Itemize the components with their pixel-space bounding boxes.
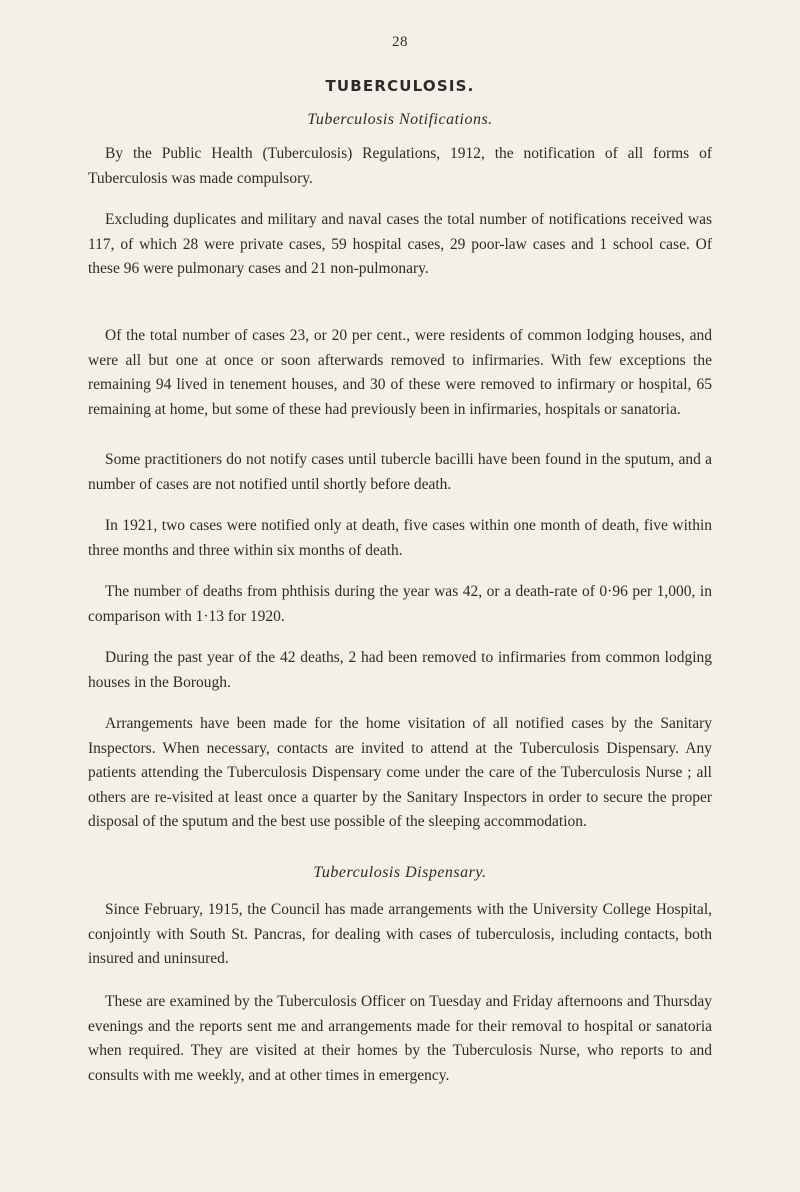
paragraph-7: During the past year of the 42 deaths, 2 had been removed to infirmaries from common lodging houses in the Borough. (88, 649, 712, 691)
paragraph-5: In 1921, two cases were notified only at death, five cases within one month of death, five within three months and three within six months of death. (88, 517, 712, 559)
paragraph-2: Excluding duplicates and military and naval cases the total number of notifications received was 117, of which 28 were private cases, 59 hospital cases, 29 poor-law cases and 1 school case. Of these 96 were pulmonary cases and 21 non-pulmonary. (88, 211, 712, 277)
paragraph-6: The number of deaths from phthisis during the year was 42, or a death-rate of 0·96 per 1,000, in comparison with 1·13 for 1920. (88, 583, 712, 625)
paragraph-10: These are examined by the Tuberculosis Officer on Tuesday and Friday afternoons and Thursday evenings and the reports sent me and arrangements made for their removal to hospital or sanatoria when required. They are visited at their homes by the Tuberculosis Nurse, who reports to and consults with me weekly, and at other times in emergency. (88, 993, 712, 1084)
page-number: 28 (392, 34, 408, 50)
paragraph-3: Of the total number of cases 23, or 20 per cent., were residents of common lodging houses, and were all but one at once or soon afterwards removed to infirmaries. With few exceptions the remaining 94 lived in tenement houses, and 30 of these were removed to infirmary or hospital, 65 remaining at home, but some of these had previously been in infirmaries, hospitals or sanatoria. (88, 327, 712, 418)
paragraph-1: By the Public Health (Tuberculosis) Regulations, 1912, the notification of all forms of Tuberculosis was made compulsory. (88, 145, 712, 187)
paragraph-4: Some practitioners do not notify cases until tubercle bacilli have been found in the sputum, and a number of cases are not notified until shortly before death. (88, 451, 712, 493)
subheading-notifications: Tuberculosis Notifications. (307, 111, 493, 128)
paragraph-8: Arrangements have been made for the home visitation of all notified cases by the Sanitary Inspectors. When necessary, contacts are invited to attend at the Tuberculosis Dispensary. Any patients attending the Tuberculosis Dispensary come under the care of the Tuberculosis Nurse ; all others are re-visited at least once a quarter by the Sanitary Inspectors in order to secure the proper disposal of the sputum and the best use possible of the sleeping accommodation. (88, 715, 712, 830)
subheading-dispensary: Tuberculosis Dispensary. (313, 864, 487, 881)
section-title: TUBERCULOSIS. (325, 77, 475, 95)
paragraph-9: Since February, 1915, the Council has made arrangements with the University College Hospital, conjointly with South St. Pancras, for dealing with cases of tuberculosis, including contacts, both insured and uninsured. (88, 901, 712, 967)
